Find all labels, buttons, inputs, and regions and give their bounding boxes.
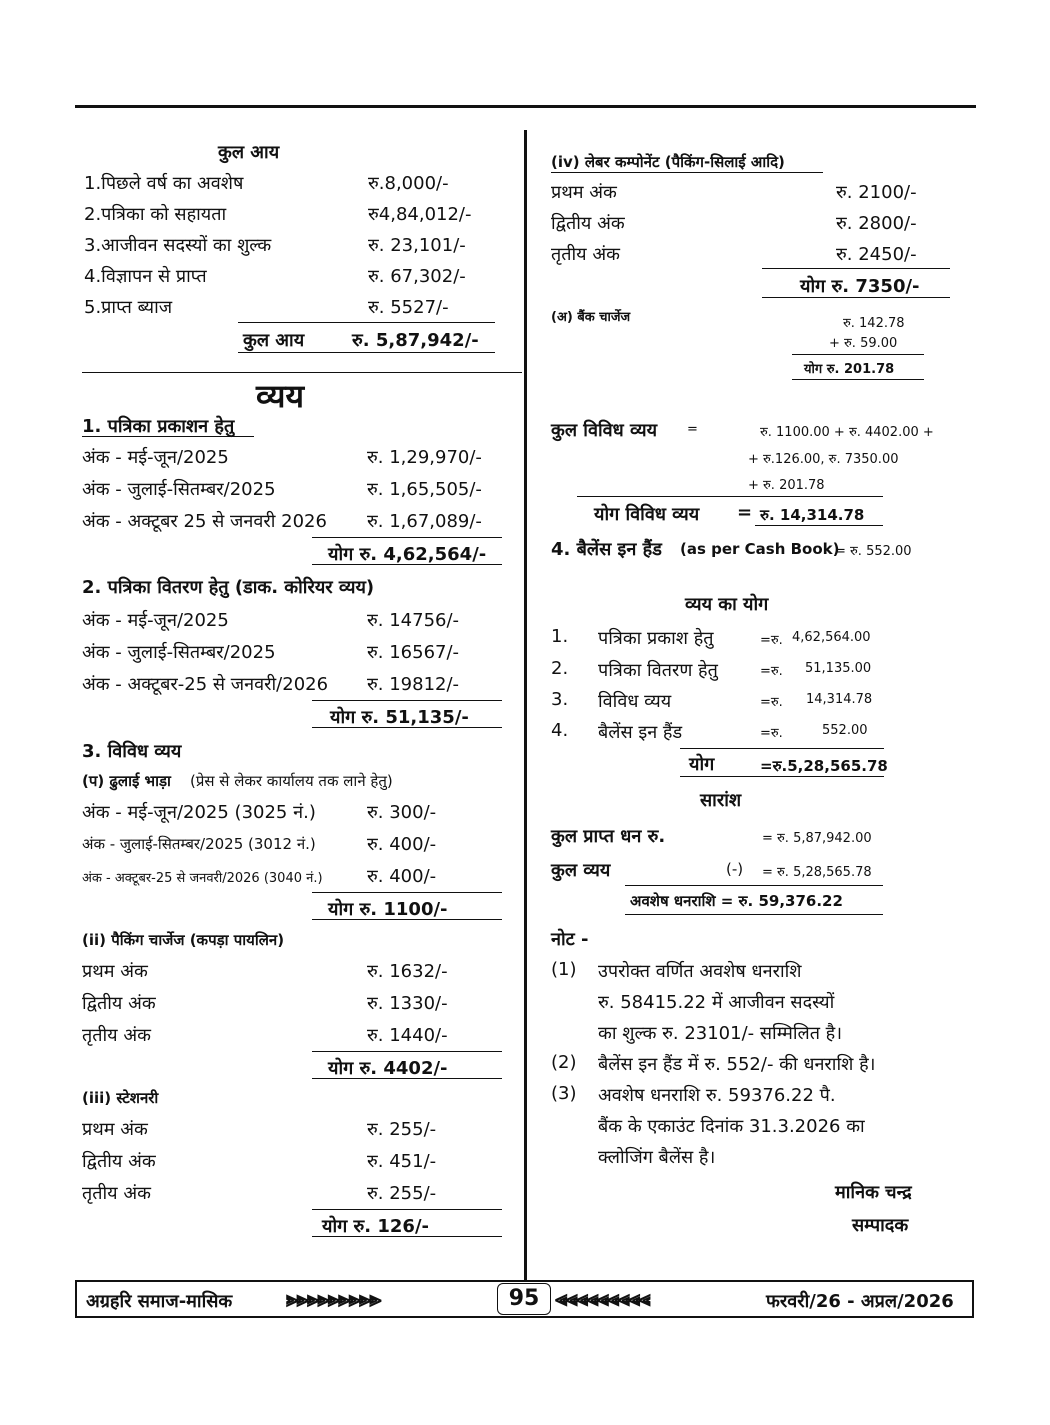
notes-heading: नोट - bbox=[551, 929, 589, 950]
s3-p-title: (प) ढुलाई भाड़ा bbox=[82, 772, 171, 790]
misc-yog-label: योग विविध व्यय bbox=[594, 504, 700, 525]
s3-iii-row-label: प्रथम अंक bbox=[82, 1119, 148, 1140]
saransh-balance-underline bbox=[625, 914, 883, 915]
note-line: रु. 58415.22 में आजीवन सदस्यों bbox=[598, 992, 835, 1013]
note-line: उपरोक्त वर्णित अवशेष धनराशि bbox=[598, 961, 802, 982]
misc-total-line3: + रु. 201.78 bbox=[748, 478, 825, 493]
s3-ii-row-amount: रु. 1330/- bbox=[367, 993, 448, 1014]
note-line: बैंक के एकाउंट दिनांक 31.3.2026 का bbox=[598, 1116, 865, 1137]
s3-p-row-amount: रु. 400/- bbox=[367, 834, 437, 855]
income-row-amount: रु. 67,302/- bbox=[368, 266, 466, 287]
s2-total-rule bbox=[312, 700, 502, 701]
bank-line1: रु. 142.78 bbox=[843, 316, 905, 331]
s2-row-amount: रु. 16567/- bbox=[367, 642, 460, 663]
misc-total-label: कुल विविध व्यय bbox=[551, 420, 658, 441]
s2-total-underline bbox=[312, 727, 502, 728]
s2-total: योग रु. 51,135/- bbox=[330, 707, 469, 728]
misc-total-eq: = bbox=[687, 422, 698, 437]
summary-row-no: 4. bbox=[551, 720, 569, 741]
s3-ii-row-amount: रु. 1632/- bbox=[367, 961, 448, 982]
note-line: बैलेंस इन हैंड में रु. 552/- की धनराशि है। bbox=[598, 1054, 876, 1075]
s3-ii-total-underline bbox=[312, 1078, 502, 1079]
s1-total-underline bbox=[312, 564, 502, 565]
signature-name: मानिक चन्द्र bbox=[835, 1182, 912, 1203]
s3-p-row-label: अंक - जुलाई-सितम्बर/2025 (3012 नं.) bbox=[82, 835, 316, 853]
s3-title: 3. विविध व्यय bbox=[82, 741, 182, 762]
s3-ii-row-label: द्वितीय अंक bbox=[82, 993, 156, 1014]
s4-value: = रु. 552.00 bbox=[835, 544, 912, 559]
summary-heading: व्यय का योग bbox=[685, 594, 769, 615]
s3-iv-row-label: द्वितीय अंक bbox=[551, 213, 625, 234]
saransh-balance-rule bbox=[625, 885, 883, 886]
summary-row-eq: =रु. bbox=[760, 664, 783, 679]
s3-iv-row-amount: रु. 2100/- bbox=[836, 182, 917, 203]
saransh-balance: अवशेष धनराशि = रु. 59,376.22 bbox=[630, 892, 843, 910]
note-number: (2) bbox=[551, 1052, 577, 1073]
s2-title: 2. पत्रिका वितरण हेतु (डाक. कोरियर व्यय) bbox=[82, 577, 375, 598]
s3-ii-row-label: तृतीय अंक bbox=[82, 1025, 151, 1046]
s1-row-label: अंक - जुलाई-सितम्बर/2025 bbox=[82, 479, 276, 500]
s3-ii-row-label: प्रथम अंक bbox=[82, 961, 148, 982]
top-rule bbox=[75, 105, 976, 108]
section-divider bbox=[82, 372, 522, 373]
s3-iv-total-underline bbox=[762, 297, 950, 298]
summary-row-label: पत्रिका प्रकाश हेतु bbox=[598, 628, 714, 649]
ornament-left-icon: ⫸⫸⫸⫸⫸⫸⫸⫸⫸ bbox=[286, 1287, 380, 1312]
s3-iii-row-label: द्वितीय अंक bbox=[82, 1151, 156, 1172]
s3-ii-title: (ii) पैकिंग चार्जेज (कपड़ा पायलिन) bbox=[82, 931, 285, 949]
s3-p-total-rule bbox=[312, 892, 502, 893]
income-total-amount: रु. 5,87,942/- bbox=[352, 330, 479, 351]
income-heading: कुल आय bbox=[218, 142, 280, 163]
income-row-label: 4.विज्ञापन से प्राप्त bbox=[84, 266, 207, 287]
misc-yog-eq: = bbox=[737, 502, 753, 523]
summary-row-value: 552.00 bbox=[822, 723, 868, 738]
s1-row-amount: रु. 1,29,970/- bbox=[367, 447, 482, 468]
s3-iv-row-label: तृतीय अंक bbox=[551, 244, 620, 265]
misc-total-line1: रु. 1100.00 + रु. 4402.00 + bbox=[760, 425, 934, 440]
s1-total-rule bbox=[312, 537, 502, 538]
summary-row-eq: =रु. bbox=[760, 633, 783, 648]
summary-row-value: 4,62,564.00 bbox=[792, 630, 871, 645]
s3-ii-total: योग रु. 4402/- bbox=[328, 1058, 448, 1079]
income-row-amount: रु.8,000/- bbox=[368, 173, 449, 194]
income-row-amount: रु. 23,101/- bbox=[368, 235, 466, 256]
income-total-underline bbox=[238, 352, 495, 353]
note-line: क्लोजिंग बैलेंस है। bbox=[598, 1147, 716, 1168]
s3-ii-total-rule bbox=[312, 1051, 502, 1052]
s2-row-amount: रु. 19812/- bbox=[367, 674, 460, 695]
income-total-rule bbox=[238, 322, 495, 323]
summary-total-rule bbox=[680, 748, 884, 749]
s2-row-label: अंक - जुलाई-सितम्बर/2025 bbox=[82, 642, 276, 663]
footer-magazine: अग्रहरि समाज-मासिक bbox=[86, 1291, 233, 1312]
s3-iv-title-underline bbox=[551, 172, 823, 173]
bank-total: योग रु. 201.78 bbox=[804, 362, 895, 377]
summary-total-label: योग bbox=[689, 754, 715, 775]
income-row-amount: रु. 5527/- bbox=[368, 297, 449, 318]
s1-title-underline bbox=[82, 436, 254, 437]
s3-iii-row-amount: रु. 451/- bbox=[367, 1151, 437, 1172]
signature-role: सम्पादक bbox=[852, 1215, 909, 1236]
summary-row-no: 1. bbox=[551, 626, 569, 647]
s1-row-amount: रु. 1,67,089/- bbox=[367, 511, 482, 532]
summary-row-label: पत्रिका वितरण हेतु bbox=[598, 660, 718, 681]
income-row-label: 2.पत्रिका को सहायता bbox=[84, 204, 227, 225]
note-number: (1) bbox=[551, 959, 577, 980]
s1-row-amount: रु. 1,65,505/- bbox=[367, 479, 482, 500]
misc-yog-rule bbox=[577, 496, 883, 497]
s1-row-label: अंक - अक्टूबर 25 से जनवरी 2026 bbox=[82, 511, 327, 532]
expense-heading: व्यय bbox=[256, 377, 305, 415]
summary-row-eq: =रु. bbox=[760, 726, 783, 741]
footer-date: फरवरी/26 - अप्रल/2026 bbox=[766, 1291, 954, 1312]
s3-iv-total: योग रु. 7350/- bbox=[800, 276, 920, 297]
saransh-expense-label: कुल व्यय bbox=[551, 860, 611, 881]
page-number: 95 bbox=[497, 1283, 551, 1315]
bank-line2: + रु. 59.00 bbox=[829, 336, 898, 351]
summary-total-value: =रु.5,28,565.78 bbox=[760, 757, 888, 775]
s3-iii-total: योग रु. 126/- bbox=[322, 1216, 429, 1237]
s3-iv-total-rule bbox=[762, 268, 950, 269]
s1-total: योग रु. 4,62,564/- bbox=[328, 544, 487, 565]
note-line: अवशेष धनराशि रु. 59376.22 पै. bbox=[598, 1085, 836, 1106]
misc-yog-underline bbox=[755, 525, 883, 526]
s2-row-label: अंक - मई-जून/2025 bbox=[82, 610, 229, 631]
saransh-received-value: = रु. 5,87,942.00 bbox=[762, 831, 872, 846]
saransh-expense-sign: (-) bbox=[726, 860, 744, 878]
bank-title: (अ) बैंक चार्जेज bbox=[551, 310, 631, 325]
s3-iv-row-label: प्रथम अंक bbox=[551, 182, 617, 203]
note-line: का शुल्क रु. 23101/- सम्मिलित है। bbox=[598, 1023, 843, 1044]
summary-row-value: 51,135.00 bbox=[805, 661, 872, 676]
s3-iii-row-amount: रु. 255/- bbox=[367, 1183, 437, 1204]
income-row-label: 3.आजीवन सदस्यों का शुल्क bbox=[84, 235, 272, 256]
s3-p-row-label: अंक - अक्टूबर-25 से जनवरी/2026 (3040 नं.) bbox=[82, 871, 323, 886]
bank-total-underline bbox=[792, 379, 924, 380]
s3-p-total-underline bbox=[312, 919, 502, 920]
s3-p-row-amount: रु. 300/- bbox=[367, 802, 437, 823]
s2-row-label: अंक - अक्टूबर-25 से जनवरी/2026 bbox=[82, 674, 329, 695]
income-row-label: 5.प्राप्त ब्याज bbox=[84, 297, 173, 318]
saransh-heading: सारांश bbox=[700, 790, 742, 811]
s3-iv-row-amount: रु. 2800/- bbox=[836, 213, 917, 234]
column-divider bbox=[524, 130, 527, 1280]
saransh-received-label: कुल प्राप्त धन रु. bbox=[551, 826, 666, 847]
s3-iv-row-amount: रु. 2450/- bbox=[836, 244, 917, 265]
summary-total-underline bbox=[680, 776, 884, 777]
s3-p-note: (प्रेस से लेकर कार्यालय तक लाने हेतु) bbox=[190, 772, 393, 790]
s3-p-row-label: अंक - मई-जून/2025 (3025 नं.) bbox=[82, 802, 316, 823]
s3-p-total: योग रु. 1100/- bbox=[328, 899, 448, 920]
s3-ii-row-amount: रु. 1440/- bbox=[367, 1025, 448, 1046]
income-total-label: कुल आय bbox=[243, 330, 305, 351]
bank-total-rule bbox=[792, 354, 924, 355]
s1-title: 1. पत्रिका प्रकाशन हेतु bbox=[82, 416, 235, 437]
misc-yog-value: रु. 14,314.78 bbox=[760, 506, 865, 524]
summary-row-eq: =रु. bbox=[760, 695, 783, 710]
summary-row-value: 14,314.78 bbox=[806, 692, 873, 707]
misc-total-line2: + रु.126.00, रु. 7350.00 bbox=[748, 452, 899, 467]
summary-row-label: विविध व्यय bbox=[598, 691, 672, 712]
s1-row-label: अंक - मई-जून/2025 bbox=[82, 447, 229, 468]
ornament-right-icon: ⫷⫷⫷⫷⫷⫷⫷⫷⫷ bbox=[555, 1287, 649, 1312]
income-row-amount: रु4,84,012/- bbox=[368, 204, 472, 225]
s4-note: (as per Cash Book) bbox=[680, 540, 840, 558]
s2-row-amount: रु. 14756/- bbox=[367, 610, 460, 631]
summary-row-no: 2. bbox=[551, 658, 569, 679]
summary-row-label: बैलेंस इन हैंड bbox=[598, 722, 683, 743]
s3-iv-title: (iv) लेबर कम्पोनेंट (पैकिंग-सिलाई आदि) bbox=[551, 153, 785, 171]
s4-title: 4. बैलेंस इन हैंड bbox=[551, 539, 662, 560]
s3-p-row-amount: रु. 400/- bbox=[367, 866, 437, 887]
s3-iii-row-label: तृतीय अंक bbox=[82, 1183, 151, 1204]
s3-iii-total-underline bbox=[312, 1236, 502, 1237]
s3-iii-title: (iii) स्टेशनरी bbox=[82, 1089, 159, 1107]
saransh-expense-value: = रु. 5,28,565.78 bbox=[762, 865, 872, 880]
income-row-label: 1.पिछले वर्ष का अवशेष bbox=[84, 173, 244, 194]
s3-iii-total-rule bbox=[312, 1209, 502, 1210]
s3-iii-row-amount: रु. 255/- bbox=[367, 1119, 437, 1140]
summary-row-no: 3. bbox=[551, 689, 569, 710]
note-number: (3) bbox=[551, 1083, 577, 1104]
